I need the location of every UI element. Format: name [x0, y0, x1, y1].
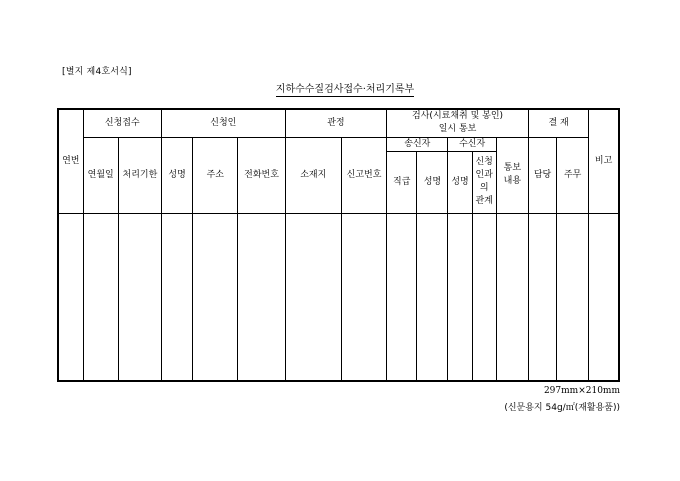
serial-number-header: 연번	[58, 109, 83, 213]
sender-name-header: 성명	[417, 151, 448, 213]
applicant-address-header: 주소	[193, 137, 238, 213]
remarks-header: 비고	[589, 109, 619, 213]
relation-line1: 신청	[475, 157, 493, 167]
relation-line2: 인과	[475, 170, 493, 180]
well-header: 관정	[285, 109, 387, 137]
empty-cell	[417, 213, 448, 381]
empty-cell	[472, 213, 496, 381]
empty-cell	[589, 213, 619, 381]
inspection-notice-header	[387, 109, 529, 137]
deadline-header: 처리기한	[118, 137, 161, 213]
sender-header: 송신자	[387, 137, 448, 151]
empty-cell	[83, 213, 118, 381]
record-table	[57, 108, 620, 382]
notice-content-line2: 내용	[503, 176, 522, 186]
empty-cell	[557, 213, 589, 381]
inspection-header-line2: 일시 통보	[438, 124, 477, 135]
report-number-header: 신고번호	[341, 137, 386, 213]
receipt-date-header: 연월일	[83, 137, 118, 213]
applicant-phone-header: 전화번호	[238, 137, 285, 213]
paper-size-note: 297mm×210mm	[543, 386, 620, 396]
empty-cell	[162, 213, 193, 381]
receiver-name-header: 성명	[448, 151, 472, 213]
document-title-text: 지하수수질검사접수·처리기록부	[275, 84, 415, 95]
approval-staff-header: 담당	[528, 137, 556, 213]
empty-cell	[58, 213, 83, 381]
empty-cell	[528, 213, 556, 381]
table-row	[58, 213, 619, 381]
sender-position-header: 직급	[387, 151, 417, 213]
empty-cell	[193, 213, 238, 381]
approval-chief-header: 주무	[557, 137, 589, 213]
applicant-name-header: 성명	[162, 137, 193, 213]
form-reference: [별지 제4호서식]	[62, 67, 132, 77]
receiver-header: 수신자	[448, 137, 496, 151]
document-title	[0, 80, 680, 95]
empty-cell	[285, 213, 341, 381]
relation-line4: 관계	[475, 196, 493, 206]
notice-content-header	[496, 137, 528, 213]
inspection-header-line1: 검사(시료채취 및 봉인)	[412, 111, 504, 122]
empty-cell	[448, 213, 472, 381]
applicant-header: 신청인	[162, 109, 286, 137]
empty-cell	[341, 213, 386, 381]
empty-cell	[118, 213, 161, 381]
receipt-header: 신청접수	[83, 109, 161, 137]
well-location-header: 소재지	[285, 137, 341, 213]
empty-cell	[238, 213, 285, 381]
paper-type-note: (신문용지 54g/㎡(재활용품))	[504, 403, 620, 413]
relation-line3: 의	[479, 183, 489, 193]
notice-content-line1: 통보	[503, 163, 522, 173]
empty-cell	[387, 213, 417, 381]
receiver-relation-header	[472, 151, 496, 213]
approval-header: 결 재	[528, 109, 588, 137]
empty-cell	[496, 213, 528, 381]
